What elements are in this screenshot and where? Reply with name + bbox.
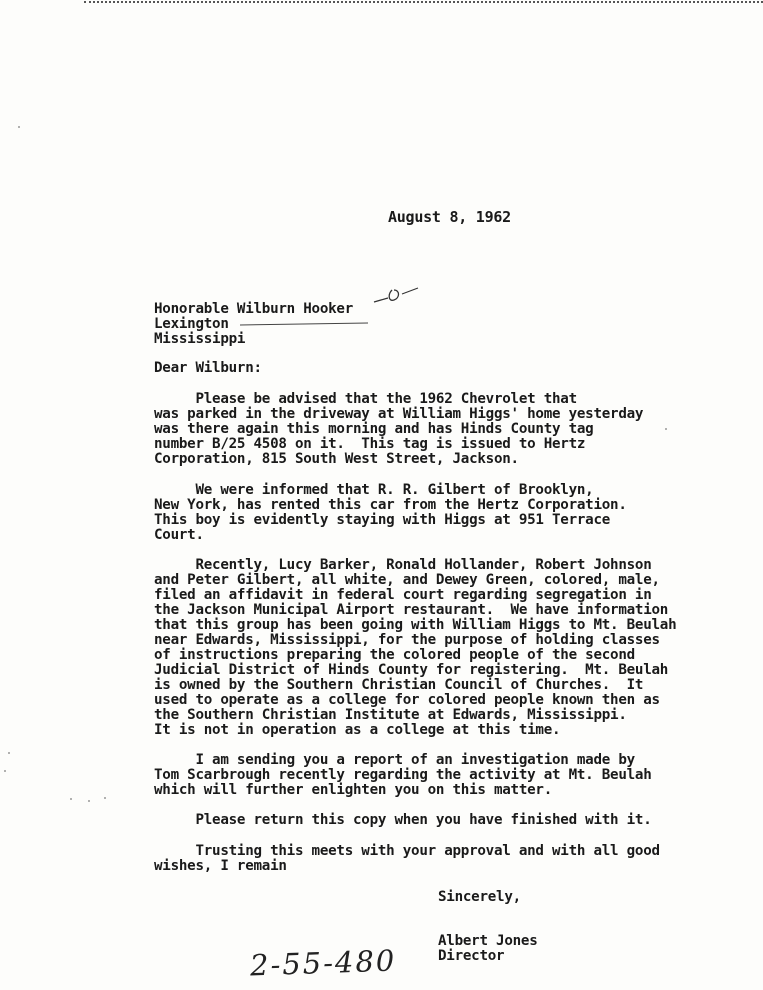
page-top-edge — [84, 1, 763, 3]
pen-check-mark — [370, 286, 422, 306]
body-line: the Jackson Municipal Airport restaurant. We have information — [154, 602, 669, 618]
recipient-city: Lexington — [154, 316, 229, 332]
scan-speck — [70, 798, 72, 800]
body-line: It is not in operation as a college at this time. — [154, 722, 561, 738]
scan-speck — [88, 800, 90, 802]
body-line: Judicial District of Hinds County for registering. Mt. Beulah — [154, 662, 669, 678]
body-line: is owned by the Southern Christian Council of Churches. It — [154, 677, 644, 693]
scan-speck — [665, 428, 667, 430]
body-line: that this group has been going with William Higgs to Mt. Beulah — [154, 617, 677, 633]
body-line: of instructions preparing the colored people of the second — [154, 647, 635, 663]
recipient-state: Mississippi — [154, 331, 246, 347]
recipient-name: Honorable Wilburn Hooker — [154, 301, 353, 317]
body-line: which will further enlighten you on this matter. — [154, 782, 552, 798]
body-line: near Edwards, Mississippi, for the purpose of holding classes — [154, 632, 660, 648]
scan-speck — [4, 770, 6, 772]
body-line: New York, has rented this car from the Hertz Corporation. — [154, 497, 627, 513]
body-line: Tom Scarbrough recently regarding the activity at Mt. Beulah — [154, 767, 652, 783]
body-line: wishes, I remain — [154, 858, 287, 874]
closing: Sincerely, — [438, 889, 521, 905]
body-line: the Southern Christian Institute at Edwards, Mississippi. — [154, 707, 627, 723]
body-line: was parked in the driveway at William Higgs' home yesterday — [154, 406, 644, 422]
body-line: Recently, Lucy Barker, Ronald Hollander, Robert Johnson — [154, 557, 652, 573]
body-line: filed an affidavit in federal court regarding segregation in — [154, 587, 652, 603]
body-line: Please return this copy when you have finished with it. — [154, 812, 652, 828]
body-line: used to operate as a college for colored people known then as — [154, 692, 660, 708]
scan-speck — [8, 752, 10, 754]
body-line: Trusting this meets with your approval and with all good — [154, 843, 660, 859]
body-line: Corporation, 815 South West Street, Jackson. — [154, 451, 519, 467]
letter-date: August 8, 1962 — [388, 208, 511, 226]
handwritten-file-number: 2-55-480 — [249, 943, 397, 983]
salutation: Dear Wilburn: — [154, 360, 262, 376]
body-line: Please be advised that the 1962 Chevrolet that — [154, 391, 577, 407]
body-line: number B/25 4508 on it. This tag is issued to Hertz — [154, 436, 586, 452]
scan-speck — [18, 126, 20, 128]
pen-underline — [240, 322, 370, 328]
body-line: I am sending you a report of an investigation made by — [154, 752, 635, 768]
body-line: We were informed that R. R. Gilbert of Brooklyn, — [154, 482, 594, 498]
body-line: was there again this morning and has Hinds County tag — [154, 421, 594, 437]
body-line: Court. — [154, 527, 204, 543]
body-line: This boy is evidently staying with Higgs at 951 Terrace — [154, 512, 611, 528]
body-line: and Peter Gilbert, all white, and Dewey Green, colored, male, — [154, 572, 660, 588]
signature-name: Albert Jones — [438, 933, 538, 949]
scan-speck — [104, 797, 106, 799]
signature-title: Director — [438, 948, 505, 964]
